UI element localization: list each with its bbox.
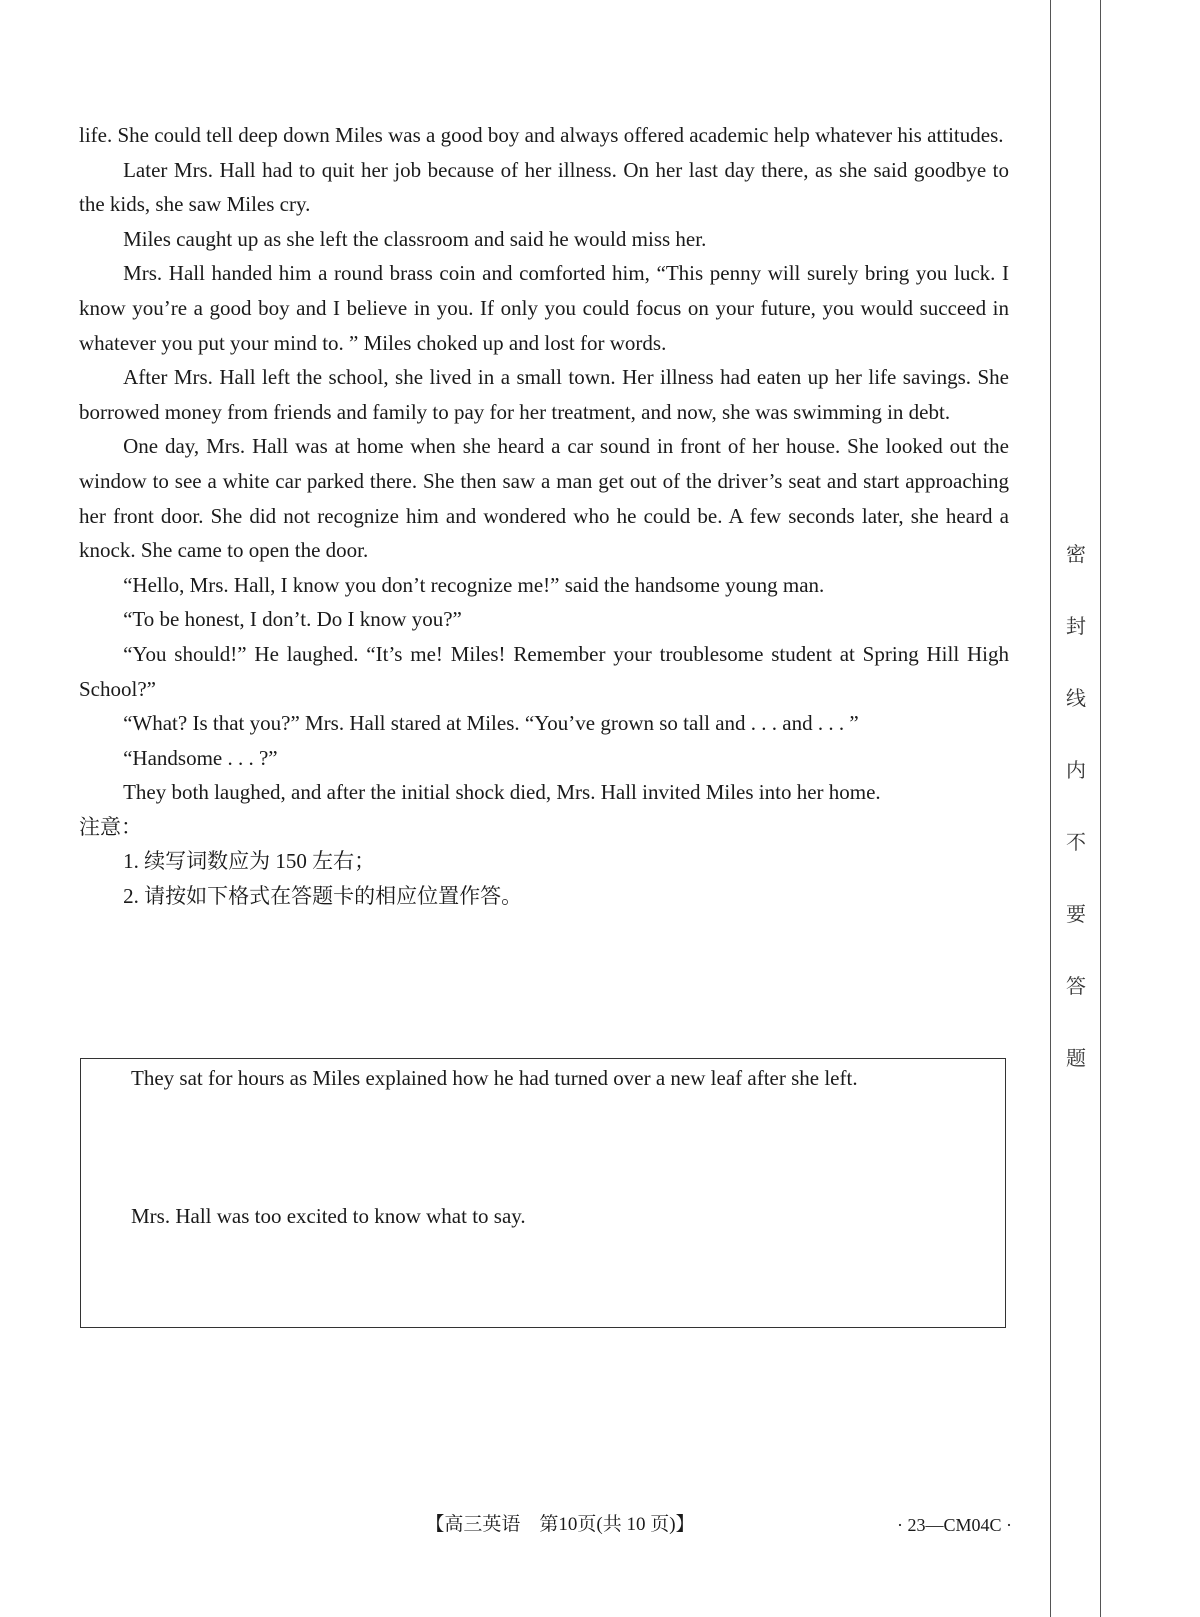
passage — [79, 118, 1009, 914]
paragraph: Later Mrs. Hall had to quit her job because of her illness. On her last day there, as she said goodbye to the kids, she saw Miles cry. — [79, 157, 1009, 217]
paragraph: One day, Mrs. Hall was at home when she heard a car sound in front of her house. She looked out the window to see a white car parked there. She then saw a man get out of the driver’s seat and start approaching her front door. She did not recognize him and wondered who he could be. A few seconds later, she heard a knock. She came to open the door. — [79, 434, 1009, 563]
note-item: 1. 续写词数应为 150 左右； — [123, 849, 376, 874]
paragraph: “Handsome . . . ?” — [123, 745, 278, 770]
seal-char: 密 — [1066, 542, 1086, 566]
answer-box-second-opening-line: Mrs. Hall was too excited to know what to say. — [131, 1204, 526, 1228]
seal-char: 要 — [1066, 902, 1086, 926]
paragraph: Miles caught up as she left the classroom and said he would miss her. — [123, 226, 707, 251]
note-item: 2. 请按如下格式在答题卡的相应位置作答。 — [123, 884, 523, 909]
answer-box-opening-line: They sat for hours as Miles explained how he had turned over a new leaf after she left. — [131, 1066, 858, 1090]
paragraph: “Hello, Mrs. Hall, I know you don’t recognize me!” said the handsome young man. — [123, 572, 825, 597]
seal-line-right — [1100, 0, 1101, 1617]
seal-char: 题 — [1066, 1046, 1086, 1070]
paragraph: life. She could tell deep down Miles was a good boy and always offered academic help whatever his attitudes. — [79, 123, 1004, 147]
answer-box — [80, 1058, 1006, 1328]
seal-char: 不 — [1066, 830, 1086, 854]
seal-char: 内 — [1066, 758, 1086, 782]
notes-heading: 注意： — [79, 814, 142, 839]
paragraph: “To be honest, I don’t. Do I know you?” — [123, 607, 462, 632]
seal-char: 答 — [1066, 974, 1086, 998]
paragraph: After Mrs. Hall left the school, she lived in a small town. Her illness had eaten up her life savings. She borrowed money from friends and family to pay for her treatment, and now, she was swimming in debt. — [79, 365, 1009, 424]
seal-warning — [1062, 540, 1090, 1116]
paragraph: “You should!” He laughed. “It’s me! Miles! Remember your troublesome student at Spring Hill High School?” — [79, 641, 1009, 701]
paragraph: “What? Is that you?” Mrs. Hall stared at Miles. “You’ve grown so tall and . . . and . . . ” — [123, 711, 859, 736]
paragraph: They both laughed, and after the initial shock died, Mrs. Hall invited Miles into her home. — [123, 780, 881, 805]
seal-char: 封 — [1066, 614, 1086, 638]
footer-exam-code: · 23—CM04C · — [896, 1515, 1012, 1535]
seal-char: 线 — [1066, 686, 1086, 710]
paragraph: Mrs. Hall handed him a round brass coin and comforted him, “This penny will surely bring you luck. I know you’re a good boy and I believe in you. If only you could focus on your future, you would succeed in whatever you put your mind to. ” Miles choked up and lost for words. — [79, 261, 1009, 355]
footer-page-info: 【高三英语 第10页(共 10 页)】 — [425, 1514, 695, 1535]
seal-line-left — [1050, 0, 1051, 1617]
